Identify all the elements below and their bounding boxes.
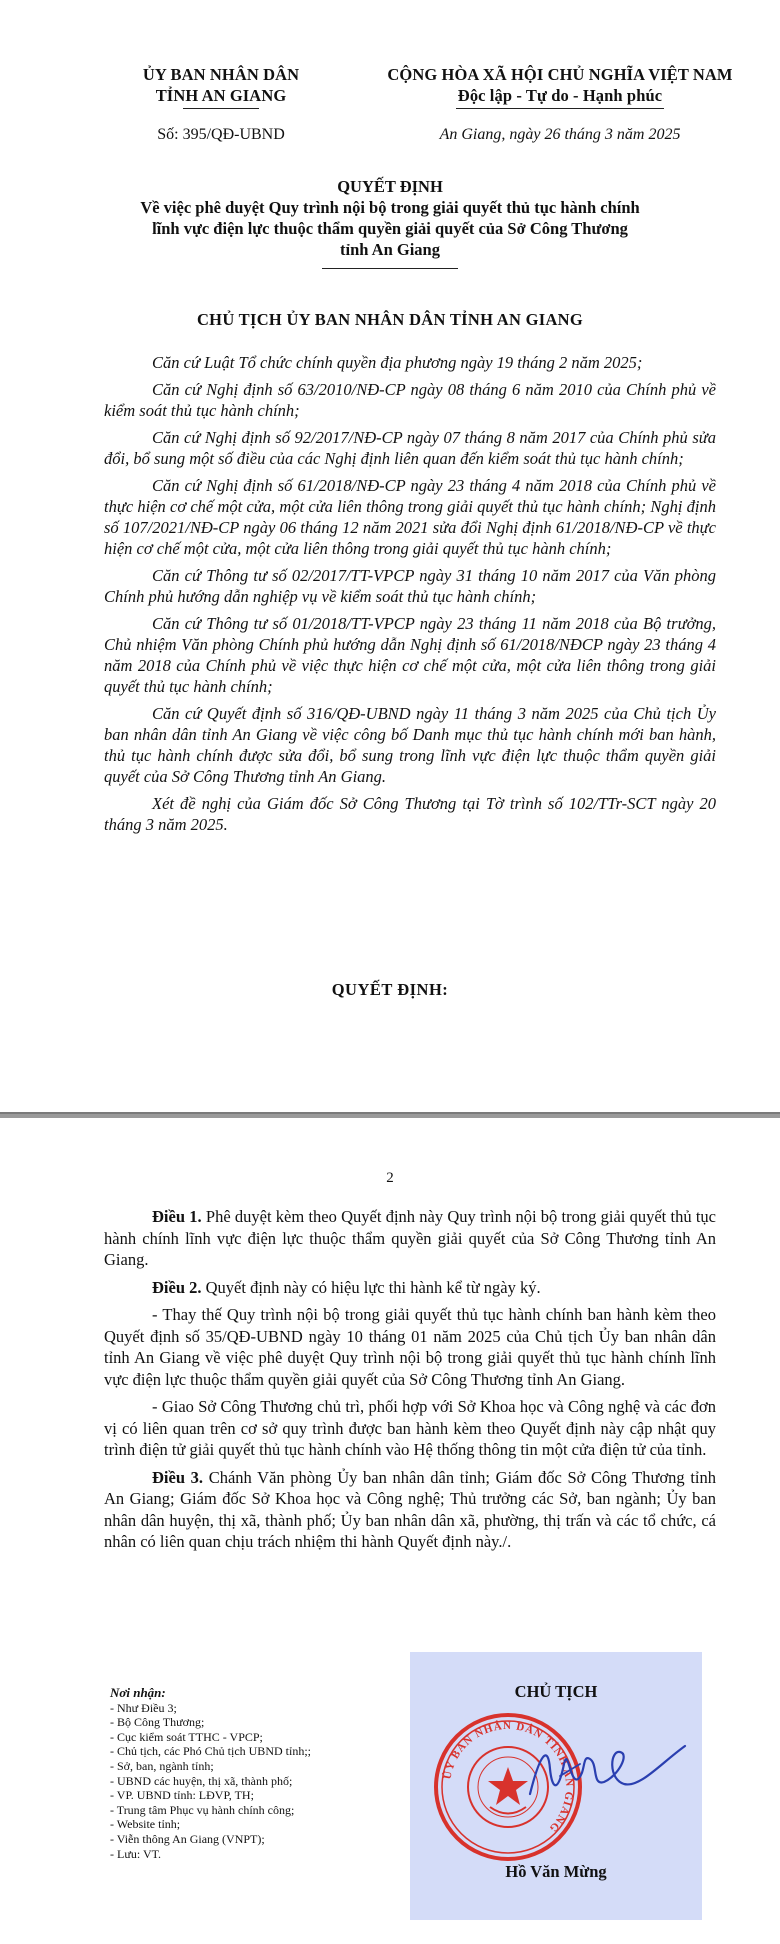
place-date: An Giang, ngày 26 tháng 3 năm 2025 [439, 126, 681, 143]
basis-item: Căn cứ Thông tư số 02/2017/TT-VPCP ngày 31 tháng 10 năm 2017 của Văn phòng Chính phủ hướng dẫn nghiệp vụ về kiểm soát thủ tục hành chính; [104, 566, 716, 606]
article-1 [104, 1206, 716, 1271]
motto-underline [456, 108, 664, 109]
signature-block [410, 1652, 702, 1920]
legal-basis [104, 352, 716, 841]
national-title-line-1: CỘNG HÒA XÃ HỘI CHỦ NGHĨA VIỆT NAM [387, 65, 733, 84]
basis-item: Căn cứ Quyết định số 316/QĐ-UBND ngày 11 tháng 3 năm 2025 của Chủ tịch Ủy ban nhân dân tỉnh An Giang về việc công bố Danh mục thủ tục hành chính mới ban hành, thủ tục hành chính được sửa đổi, bổ sung trong lĩnh vực điện lực thuộc thẩm quyền giải quyết của Sở Công Thương tỉnh An Giang. [104, 704, 716, 786]
recipient-item: - Cục kiểm soát TTHC - VPCP; [110, 1729, 263, 1744]
basis-item: Căn cứ Thông tư số 01/2018/TT-VPCP ngày 23 tháng 11 năm 2018 của Bộ trưởng, Chủ nhiệm Văn phòng Chính phủ hướng dẫn Nghị định số 61/2018/NĐCP ngày 23 tháng 4 năm 2018 của Chính phủ về việc thực hiện cơ chế một cửa, một cửa liên thông trong giải quyết thủ tục hành chính; [104, 614, 716, 696]
seal-text: ỦY BAN NHÂN DÂN TỈNH AN GIANG [441, 1719, 576, 1835]
article-3-label: Điều 3. [152, 1467, 204, 1487]
recipient-item: - Bộ Công Thương; [110, 1715, 205, 1730]
authority-heading: CHỦ TỊCH ỦY BAN NHÂN DÂN TỈNH AN GIANG [196, 310, 584, 329]
authority-line-2: TỈNH AN GIANG [155, 86, 287, 105]
national-title [360, 64, 760, 109]
title-line-1: QUYẾT ĐỊNH [337, 177, 443, 196]
article-2-clause-1: - Thay thế Quy trình nội bộ trong giải quyết thủ tục hành chính ban hành kèm theo Quyết định số 35/QĐ-UBND ngày 10 tháng 01 năm 2025 của Chủ tịch Ủy ban nhân dân tỉnh An Giang về việc phê duyệt Quy trình nội bộ trong giải quyết thủ tục hành chính lĩnh vực điện lực thuộc thẩm quyền giải quyết của Sở Công Thương tỉnh An Giang. [104, 1305, 716, 1389]
title-underline [322, 268, 458, 269]
recipient-item: - VP. UBND tỉnh: LĐVP, TH; [110, 1788, 254, 1803]
articles [104, 1206, 716, 1559]
authority-underline [183, 108, 259, 109]
recipient-item: - Website tỉnh; [110, 1817, 181, 1832]
recipient-item: - Chủ tịch, các Phó Chủ tịch UBND tỉnh;; [110, 1744, 311, 1759]
signer-title: CHỦ TỊCH [514, 1682, 598, 1701]
title-line-2: Về việc phê duyệt Quy trình nội bộ trong giải quyết thủ tục hành chính [140, 198, 640, 217]
page-number: 2 [386, 1170, 394, 1186]
article-2-label: Điều 2. [152, 1277, 202, 1297]
article-2-text: Quyết định này có hiệu lực thi hành kể từ ngày ký. [201, 1277, 541, 1297]
recipient-item: - Viễn thông An Giang (VNPT); [110, 1831, 265, 1846]
authority-line-1: ỦY BAN NHÂN DÂN [142, 65, 300, 84]
basis-item: Căn cứ Nghị định số 92/2017/NĐ-CP ngày 07 tháng 8 năm 2017 của Chính phủ sửa đổi, bổ sung một số điều của các Nghị định liên quan đến kiểm soát thủ tục hành chính; [104, 428, 716, 468]
title-line-4: tỉnh An Giang [340, 240, 440, 259]
recipients-list [110, 1686, 410, 1861]
title-line-3: lĩnh vực điện lực thuộc thẩm quyền giải quyết của Sở Công Thương [152, 219, 628, 238]
basis-item: Căn cứ Nghị định số 61/2018/NĐ-CP ngày 23 tháng 4 năm 2018 của Chính phủ về thực hiện cơ chế một cửa, một cửa liên thông trong giải quyết thủ tục hành chính; Nghị định số 107/2021/NĐ-CP ngày 06 tháng 12 năm 2021 sửa đổi Nghị định 61/2018/NĐ-CP về thực hiện cơ chế một cửa, một cửa liên thông trong giải quyết thủ tục hành chính; [104, 476, 716, 558]
basis-item: Căn cứ Luật Tổ chức chính quyền địa phương ngày 19 tháng 2 năm 2025; [152, 353, 643, 372]
recipient-item: - Lưu: VT. [110, 1846, 162, 1861]
handwritten-signature-icon [520, 1724, 690, 1824]
recipients-heading: Nơi nhận: [110, 1685, 166, 1700]
recipient-item: - Như Điều 3; [110, 1700, 177, 1715]
national-motto: Độc lập - Tự do - Hạnh phúc [457, 86, 663, 105]
recipient-item: - Sở, ban, ngành tỉnh; [110, 1758, 214, 1773]
basis-item: Xét đề nghị của Giám đốc Sở Công Thương tại Tờ trình số 102/TTr-SCT ngày 20 tháng 3 năm 2025. [104, 794, 716, 834]
article-3-text: Chánh Văn phòng Ủy ban nhân dân tỉnh; Giám đốc Sở Công Thương tỉnh An Giang; Giám đốc Sở Khoa học và Công nghệ; Thủ trưởng các Sở, ban ngành; Ủy ban nhân dân huyện, thị xã, thành phố; Ủy ban nhân dân xã, phường, thị trấn và các tổ chức, cá nhân có liên quan chịu trách nhiệm thi hành Quyết định này./. [104, 1467, 717, 1551]
article-1-text: Phê duyệt kèm theo Quyết định này Quy trình nội bộ trong giải quyết thủ tục hành chính lĩnh vực điện lực thuộc thẩm quyền giải quyết của Sở Công Thương tỉnh An Giang. [104, 1207, 717, 1269]
document-title [80, 176, 700, 269]
basis-item: Căn cứ Nghị định số 63/2010/NĐ-CP ngày 08 tháng 6 năm 2010 của Chính phủ về kiểm soát thủ tục hành chính; [104, 380, 716, 420]
article-2-clause-2: - Giao Sở Công Thương chủ trì, phối hợp với Sở Khoa học và Công nghệ và các đơn vị có liên quan trên cơ sở quy trình được ban hành kèm theo Quyết định này cập nhật quy trình điện tử giải quyết thủ tục hành chính vào Hệ thống thông tin một cửa điện tử của tỉnh. [104, 1397, 716, 1459]
document-number: Số: 395/QĐ-UBND [157, 126, 285, 143]
recipient-item: - UBND các huyện, thị xã, thành phố; [110, 1773, 293, 1788]
article-2 [104, 1277, 716, 1299]
signer-name: Hồ Văn Mừng [505, 1862, 607, 1881]
decision-heading: QUYẾT ĐỊNH: [331, 980, 449, 999]
issuing-authority [96, 64, 346, 109]
recipient-item: - Trung tâm Phục vụ hành chính công; [110, 1802, 295, 1817]
article-1-label: Điều 1. [152, 1207, 202, 1226]
article-3 [104, 1467, 716, 1553]
